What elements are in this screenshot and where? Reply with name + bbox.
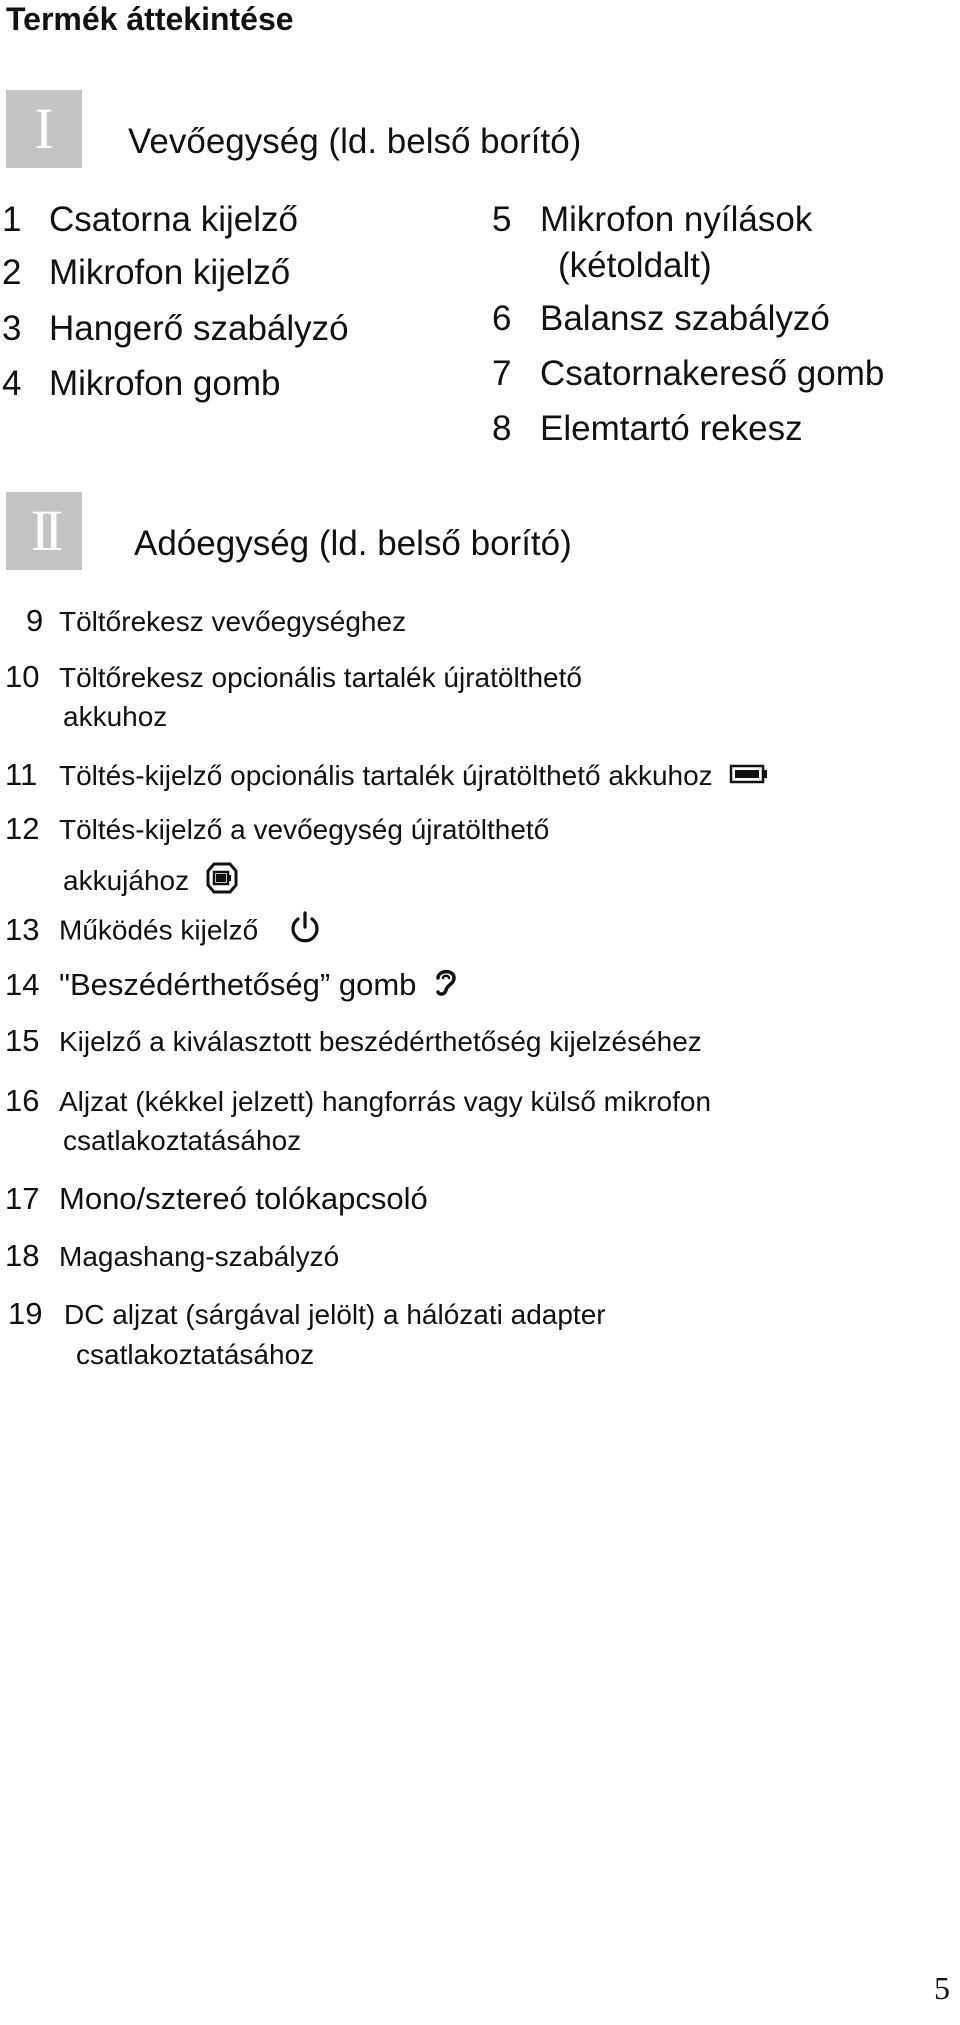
list-item [2,309,349,349]
ear-icon [433,966,459,1007]
item-number: 16 [5,1083,40,1118]
list-item [5,658,582,696]
list-item [2,200,298,240]
item-text: Kijelző a kiválasztott beszédérthetőség kijelzéséhez [59,1026,702,1057]
section-heading-receiver: Vevőegység (ld. belső borító) [128,122,582,161]
section-badge-transmitter: II [6,492,82,570]
item-number: 19 [8,1296,43,1331]
list-item [492,299,830,339]
item-number: 9 [26,603,44,638]
list-item [492,409,803,449]
list-item [5,1237,339,1275]
list-item [5,1082,711,1120]
item-text: Mono/sztereó tolókapcsoló [59,1181,428,1216]
item-number: 5 [492,200,512,239]
item-number: 4 [2,364,22,403]
item-number: 15 [5,1023,40,1058]
item-number: 14 [5,967,40,1002]
item-text-continued: akkujához [63,864,190,896]
item-text: Töltés-kijelző opcionális tartalék újratölthető akkuhoz [59,760,713,791]
item-number: 18 [5,1238,40,1273]
list-item [492,354,884,394]
item-text: Balansz szabályzó [540,299,830,338]
section-heading-transmitter: Adóegység (ld. belső borító) [134,524,572,563]
item-text-continued: csatlakoztatásához [76,1339,315,1370]
item-text: Magashang-szabályzó [59,1241,340,1272]
item-text: Töltőrekesz vevőegységhez [59,606,407,637]
battery-icon [729,758,769,796]
section-badge-receiver: I [6,90,82,168]
list-item [5,910,321,953]
list-item [63,861,239,904]
item-text-continued: akkuhoz [63,701,168,732]
item-text: Mikrofon nyílások [540,200,813,239]
item-number: 1 [2,200,22,239]
item-text: Mikrofon gomb [49,364,281,403]
page-number: 5 [934,1970,950,2006]
item-text: Hangerő szabályzó [49,309,349,348]
item-text: DC aljzat (sárgával jelölt) a hálózati adapter [64,1299,606,1330]
item-number: 17 [5,1181,40,1216]
item-text-continued: (kétoldalt) [558,246,712,285]
item-text: Töltőrekesz opcionális tartalék újratölthető [59,662,582,693]
list-item [8,1295,606,1333]
item-text: Működés kijelző [59,914,259,946]
item-number: 12 [5,811,40,846]
item-text: Aljzat (kékkel jelzett) hangforrás vagy külső mikrofon [59,1086,712,1117]
list-item [5,1180,428,1218]
item-text: Töltés-kijelző a vevőegység újratölthető [59,814,550,845]
item-number: 6 [492,299,512,338]
item-number: 3 [2,309,22,348]
item-text-continued: csatlakoztatásához [63,1125,302,1156]
item-number: 10 [5,659,40,694]
item-text: Elemtartó rekesz [540,409,803,448]
item-text: "Beszédérthetőség” gomb [59,967,417,1002]
list-item [2,253,290,293]
list-item [5,966,459,1007]
list-item [492,200,812,240]
list-item [5,810,549,848]
item-number: 13 [5,911,40,947]
power-icon [289,910,321,953]
list-item [5,756,769,796]
item-number: 7 [492,354,512,393]
receiver-battery-icon [205,861,239,904]
page-title: Termék áttekintése [6,1,294,37]
item-number: 11 [5,757,38,792]
item-number: 8 [492,409,512,448]
item-text: Csatorna kijelző [49,200,298,239]
list-item [26,602,406,640]
item-text: Csatornakereső gomb [540,354,885,393]
item-text: Mikrofon kijelző [49,253,291,292]
list-item [2,364,280,404]
list-item [5,1022,702,1060]
item-number: 2 [2,253,22,292]
